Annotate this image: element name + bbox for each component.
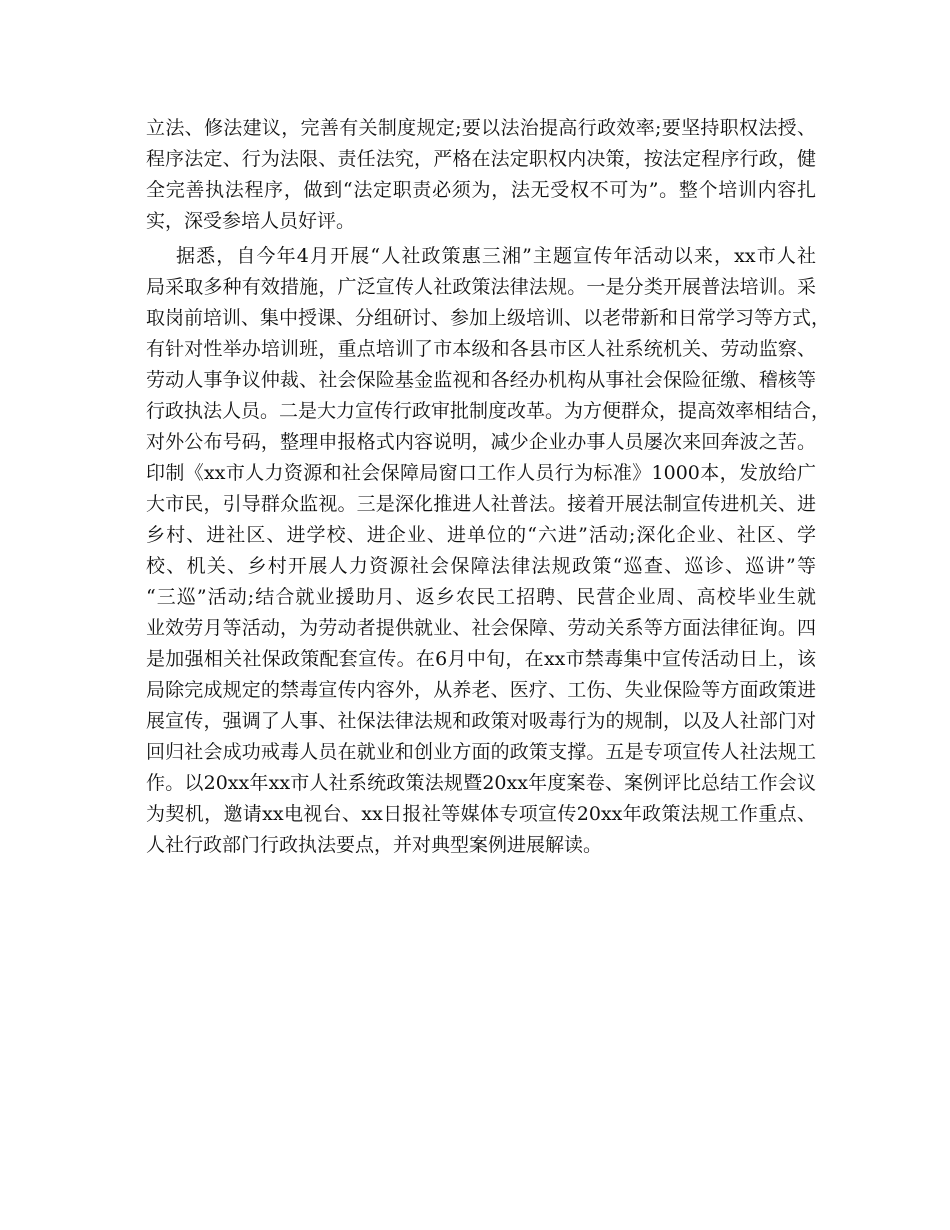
text-line: 对外公布号码，整理申报格式内容说明，减少企业办事人员屡次来回奔波之苦。 xyxy=(146,431,816,453)
text-line: 作。以20xx年xx市人社系统政策法规暨20xx年度案卷、案例评比总结工作会议 xyxy=(146,772,816,794)
text-line: 有针对性举办培训班，重点培训了市本级和各县市区人社系统机关、劳动监察、 xyxy=(146,338,816,360)
text-line: “三巡”活动;结合就业援助月、返乡农民工招聘、民营企业周、高校毕业生就 xyxy=(146,586,816,608)
body-text xyxy=(146,113,831,861)
text-line: 为契机，邀请xx电视台、xx日报社等媒体专项宣传20xx年政策法规工作重点、 xyxy=(146,803,816,825)
text-line: 印制《xx市人力资源和社会保障局窗口工作人员行为标准》1000本，发放给广 xyxy=(146,462,816,484)
text-line: 展宣传，强调了人事、社保法律法规和政策对吸毒行为的规制，以及人社部门对 xyxy=(146,710,816,732)
paragraph-first-line: 据悉，自今年4月开展“人社政策惠三湘”主题宣传年活动以来，xx市人社 xyxy=(176,245,816,267)
text-line: 是加强相关社保政策配套宣传。在6月中旬，在xx市禁毒集中宣传活动日上，该 xyxy=(146,648,816,670)
text-line: 人社行政部门行政执法要点，并对典型案例进展解读。 xyxy=(146,834,603,856)
text-line: 取岗前培训、集中授课、分组研讨、参加上级培训、以老带新和日常学习等方式， xyxy=(146,307,831,329)
text-line: 乡村、进社区、进学校、进企业、进单位的“六进”活动;深化企业、社区、学 xyxy=(146,524,816,546)
text-line: 校、机关、乡村开展人力资源社会保障法律法规政策“巡查、巡诊、巡讲”等 xyxy=(146,555,816,577)
text-line: 行政执法人员。二是大力宣传行政审批制度改革。为方便群众，提高效率相结合， xyxy=(146,400,831,422)
text-line: 实，深受参培人员好评。 xyxy=(146,210,356,232)
text-line: 程序法定、行为法限、责任法究，严格在法定职权内决策，按法定程序行政，健 xyxy=(146,148,816,170)
text-line: 回归社会成功戒毒人员在就业和创业方面的政策支撑。五是专项宣传人社法规工 xyxy=(146,741,816,763)
text-line: 业效劳月等活动，为劳动者提供就业、社会保障、劳动关系等方面法律征询。四 xyxy=(146,617,816,639)
text-line: 全完善执法程序，做到“法定职责必须为，法无受权不可为”。整个培训内容扎 xyxy=(146,179,816,201)
text-line: 局采取多种有效措施，广泛宣传人社政策法律法规。一是分类开展普法培训。采 xyxy=(146,276,816,298)
text-line: 大市民，引导群众监视。三是深化推进人社普法。接着开展法制宣传进机关、进 xyxy=(146,493,816,515)
text-line: 劳动人事争议仲裁、社会保险基金监视和各经办机构从事社会保险征缴、稽核等 xyxy=(146,369,816,391)
text-line: 局除完成规定的禁毒宣传内容外，从养老、医疗、工伤、失业保险等方面政策进 xyxy=(146,679,816,701)
text-line: 立法、修法建议，完善有关制度规定;要以法治提高行政效率;要坚持职权法授、 xyxy=(146,117,816,139)
